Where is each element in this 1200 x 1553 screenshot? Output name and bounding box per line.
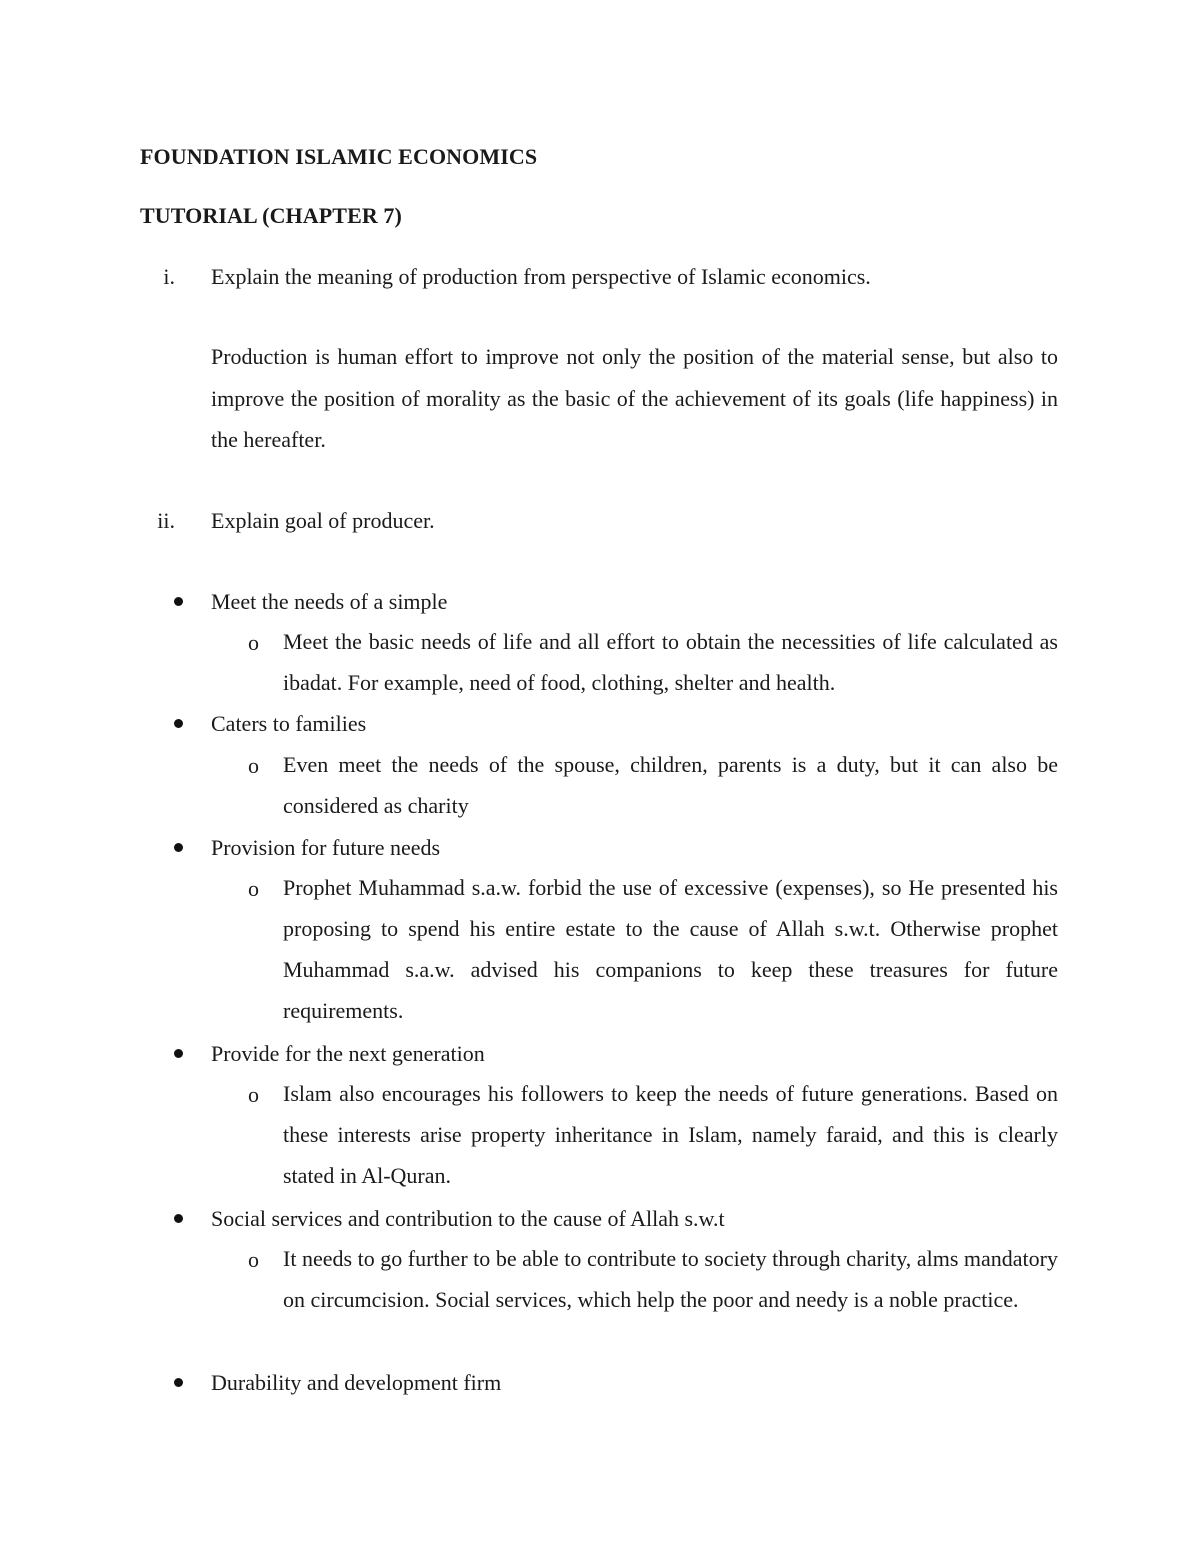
- sub-bullet-marker: o: [248, 876, 259, 901]
- sub-bullet-marker: o: [248, 630, 259, 655]
- bullet-icon: [174, 719, 183, 728]
- question-marker: i.: [163, 264, 175, 289]
- goal-label: Caters to families: [211, 711, 367, 736]
- goal-detail: Even meet the needs of the spouse, children, parents is a duty, but it can also be considered as charity: [283, 752, 1058, 818]
- sub-bullet-marker: o: [248, 753, 259, 778]
- goal-label: Meet the needs of a simple: [211, 589, 448, 614]
- bullet-icon: [174, 597, 183, 606]
- goal-label: Durability and development firm: [211, 1370, 502, 1395]
- bullet-icon: [174, 1049, 183, 1058]
- document-subtitle: TUTORIAL (CHAPTER 7): [140, 203, 402, 228]
- goal-detail: Meet the basic needs of life and all effort to obtain the necessities of life calculated as ibadat. For example, need of food, clothing, shelter and health.: [283, 629, 1058, 695]
- question-text: Explain goal of producer.: [211, 508, 435, 533]
- goal-detail: Islam also encourages his followers to keep the needs of future generations. Based on these interests arise property inheritance in Islam, namely faraid, and this is clearly stated in Al-Quran.: [283, 1081, 1058, 1188]
- goal-detail: It needs to go further to be able to contribute to society through charity, alms mandatory on circumcision. Social services, which help the poor and needy is a noble practice.: [283, 1246, 1058, 1312]
- goal-label: Provision for future needs: [211, 835, 441, 860]
- bullet-icon: [174, 1214, 183, 1223]
- bullet-icon: [174, 1378, 183, 1387]
- goal-detail: Prophet Muhammad s.a.w. forbid the use of excessive (expenses), so He presented his proposing to spend his entire estate to the cause of Allah s.w.t. Otherwise prophet Muhammad s.a.w. advised his companions to keep these treasures for future requirements.: [283, 875, 1058, 1023]
- question-marker: ii.: [157, 508, 175, 533]
- goal-label: Social services and contribution to the cause of Allah s.w.t: [211, 1206, 725, 1231]
- sub-bullet-marker: o: [248, 1082, 259, 1107]
- question-answer: Production is human effort to improve not only the position of the material sense, but also to improve the position of morality as the basic of the achievement of its goals (life happiness) in the hereafter.: [211, 344, 1058, 452]
- goal-label: Provide for the next generation: [211, 1041, 485, 1066]
- question-text: Explain the meaning of production from perspective of Islamic economics.: [211, 264, 871, 289]
- sub-bullet-marker: o: [248, 1247, 259, 1272]
- bullet-icon: [174, 843, 183, 852]
- document-title: FOUNDATION ISLAMIC ECONOMICS: [140, 144, 538, 169]
